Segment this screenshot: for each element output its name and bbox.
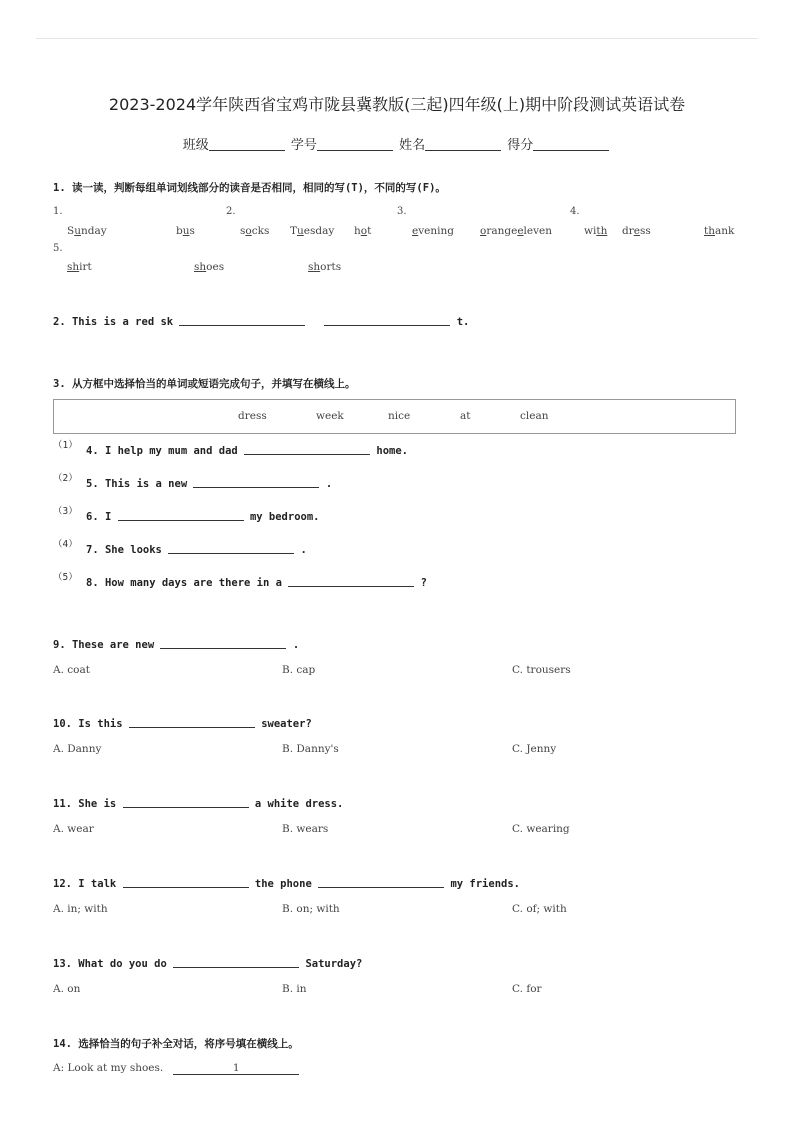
option-c[interactable]: C. Jenny — [512, 743, 557, 755]
box-word: clean — [520, 410, 549, 422]
word: Tuesday — [290, 225, 335, 237]
sub-number: （1） — [53, 440, 78, 451]
word: bus — [176, 225, 195, 237]
answer-blank[interactable] — [324, 315, 450, 326]
question-10: 10. Is this sweater? — [53, 718, 312, 730]
word: thank — [704, 225, 735, 237]
option-b[interactable]: B. Danny's — [282, 743, 339, 755]
q3-item-5: 8. How many days are there in a ? — [86, 577, 427, 589]
q3-item-1: 4. I help my mum and dad home. — [86, 445, 408, 457]
class-label: 班级 — [182, 138, 209, 153]
box-word: week — [316, 410, 344, 422]
question-13: 13. What do you do Saturday? — [53, 958, 363, 970]
option-b[interactable]: B. on; with — [282, 903, 340, 915]
question-2: 2. This is a red sk t. — [53, 316, 470, 328]
sub-number: （4） — [53, 539, 78, 550]
word-box — [53, 399, 736, 434]
answer-blank[interactable] — [118, 510, 244, 521]
option-a[interactable]: A. in; with — [53, 903, 108, 915]
box-word: at — [460, 410, 471, 422]
question-9: 9. These are new . — [53, 639, 300, 651]
question-11: 11. She is a white dress. — [53, 798, 344, 810]
option-c[interactable]: C. trousers — [512, 664, 571, 676]
word: hot — [354, 225, 372, 237]
q1-num-5: 5. — [53, 243, 63, 254]
option-c[interactable]: C. of; with — [512, 903, 567, 915]
page-title: 2023-2024学年陕西省宝鸡市陇县冀教版(三起)四年级(上)期中阶段测试英语试卷 — [108, 95, 686, 114]
option-b[interactable]: B. wears — [282, 823, 329, 835]
q3-item-3: 6. I my bedroom. — [86, 511, 320, 523]
answer-blank[interactable] — [123, 797, 249, 808]
word: dress — [622, 225, 651, 237]
answer-blank[interactable] — [244, 444, 370, 455]
question-14-prompt: 14. 选择恰当的句子补全对话，将序号填在横线上。 — [53, 1038, 299, 1050]
word: Sunday — [67, 225, 107, 237]
word: with — [584, 225, 608, 237]
answer-blank[interactable] — [179, 315, 305, 326]
q1-num-1: 1. — [53, 206, 63, 217]
sub-number: （2） — [53, 473, 78, 484]
answer-blank[interactable]: 1 — [173, 1062, 299, 1075]
word: shirt — [67, 261, 92, 273]
q1-num-3: 3. — [397, 206, 407, 217]
answer-blank[interactable] — [168, 543, 294, 554]
option-a[interactable]: A. wear — [53, 823, 94, 835]
score-field[interactable] — [533, 137, 609, 151]
option-a[interactable]: A. on — [53, 983, 81, 995]
answer-blank[interactable] — [288, 576, 414, 587]
answer-blank[interactable] — [193, 477, 319, 488]
answer-blank[interactable] — [123, 877, 249, 888]
word: orangeeleven — [480, 225, 553, 237]
dialogue-line: A: Look at my shoes. 1 — [53, 1062, 299, 1075]
option-b[interactable]: B. cap — [282, 664, 316, 676]
question-3-prompt: 3. 从方框中选择恰当的单词或短语完成句子，并填写在横线上。 — [53, 378, 356, 390]
q1-num-2: 2. — [226, 206, 236, 217]
name-field[interactable] — [425, 137, 501, 151]
number-label: 学号 — [290, 138, 317, 153]
q3-item-4: 7. She looks . — [86, 544, 307, 556]
name-label: 姓名 — [399, 138, 426, 153]
score-label: 得分 — [507, 138, 534, 153]
option-b[interactable]: B. in — [282, 983, 307, 995]
q1-num-4: 4. — [570, 206, 580, 217]
option-c[interactable]: C. for — [512, 983, 542, 995]
answer-blank[interactable] — [160, 638, 286, 649]
sub-number: （3） — [53, 506, 78, 517]
number-field[interactable] — [317, 137, 393, 151]
sub-number: （5） — [53, 572, 78, 583]
question-1-prompt: 1. 读一读，判断每组单词划线部分的读音是否相同，相同的写(T)，不同的写(F)。 — [53, 182, 446, 194]
question-12: 12. I talk the phone my friends. — [53, 878, 520, 890]
option-a[interactable]: A. Danny — [53, 743, 102, 755]
student-info — [0, 134, 794, 153]
q3-item-2: 5. This is a new . — [86, 478, 333, 490]
class-field[interactable] — [209, 137, 285, 151]
option-a[interactable]: A. coat — [53, 664, 90, 676]
box-word: dress — [238, 410, 267, 422]
box-word: nice — [388, 410, 411, 422]
word: evening — [412, 225, 454, 237]
word: shoes — [194, 261, 225, 273]
answer-blank[interactable] — [318, 877, 444, 888]
word: socks — [240, 225, 270, 237]
answer-blank[interactable] — [173, 957, 299, 968]
word: shorts — [308, 261, 342, 273]
answer-blank[interactable] — [129, 717, 255, 728]
top-divider — [36, 38, 758, 39]
option-c[interactable]: C. wearing — [512, 823, 570, 835]
